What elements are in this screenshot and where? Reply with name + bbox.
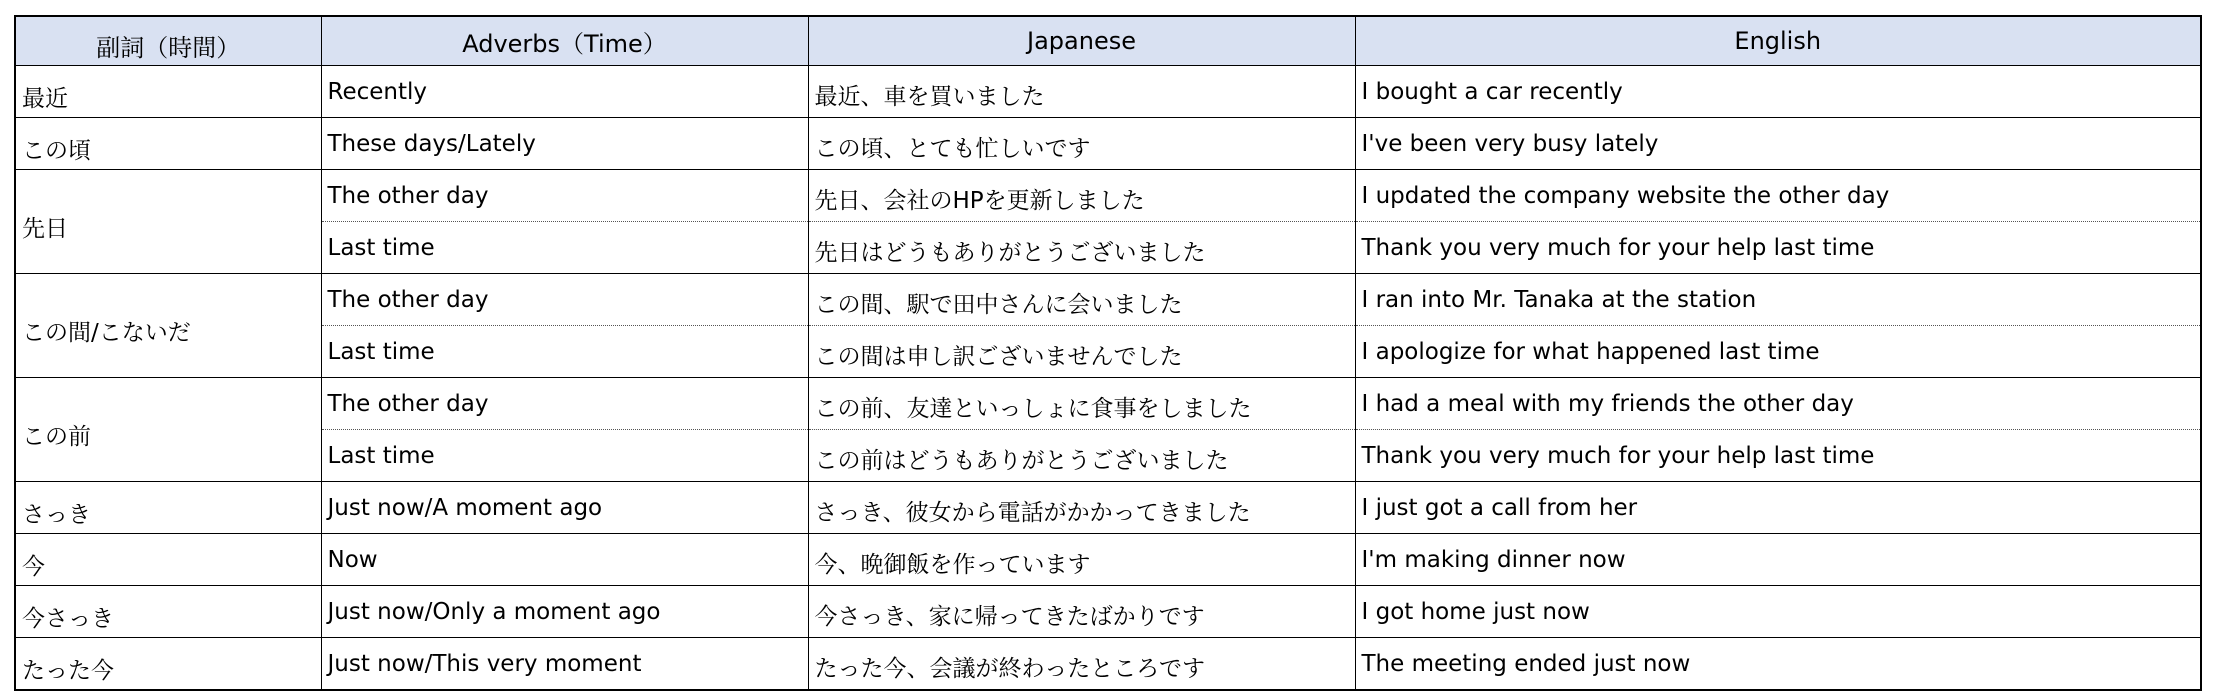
- japanese-cell: この間は申し訳ございませんでした: [808, 326, 1355, 378]
- table-row: [15, 638, 2201, 691]
- adverb-cell: The other day: [321, 274, 808, 326]
- adverb-cell: Now: [321, 534, 808, 586]
- adverbs-table: [14, 15, 2202, 691]
- table-row: [15, 170, 2201, 222]
- english-cell: I had a meal with my friends the other day: [1355, 378, 2201, 430]
- japanese-cell: 先日はどうもありがとうございました: [808, 222, 1355, 274]
- japanese-cell: 最近、車を買いました: [808, 66, 1355, 118]
- japanese-cell: たった今、会議が終わったところです: [808, 638, 1355, 691]
- adverb-cell: Just now/A moment ago: [321, 482, 808, 534]
- english-cell: I ran into Mr. Tanaka at the station: [1355, 274, 2201, 326]
- adverb-cell: Last time: [321, 326, 808, 378]
- japanese-cell: さっき、彼女から電話がかかってきました: [808, 482, 1355, 534]
- english-cell: I got home just now: [1355, 586, 2201, 638]
- english-cell: Thank you very much for your help last time: [1355, 222, 2201, 274]
- table-row: [15, 430, 2201, 482]
- english-cell: I bought a car recently: [1355, 66, 2201, 118]
- japanese-cell: この前、友達といっしょに食事をしました: [808, 378, 1355, 430]
- term-cell: この前: [15, 378, 321, 482]
- japanese-cell: この頃、とても忙しいです: [808, 118, 1355, 170]
- japanese-cell: この間、駅で田中さんに会いました: [808, 274, 1355, 326]
- term-cell: 最近: [15, 66, 321, 118]
- term-cell: 今: [15, 534, 321, 586]
- table-row: [15, 326, 2201, 378]
- japanese-cell: 今さっき、家に帰ってきたばかりです: [808, 586, 1355, 638]
- header-adverbs: Adverbs（Time）: [321, 16, 808, 66]
- adverb-cell: Last time: [321, 430, 808, 482]
- english-cell: I apologize for what happened last time: [1355, 326, 2201, 378]
- table-row: [15, 274, 2201, 326]
- adverb-cell: The other day: [321, 170, 808, 222]
- adverb-cell: These days/Lately: [321, 118, 808, 170]
- table-row: [15, 482, 2201, 534]
- adverb-cell: Recently: [321, 66, 808, 118]
- term-cell: 先日: [15, 170, 321, 274]
- table-row: [15, 534, 2201, 586]
- term-cell: 今さっき: [15, 586, 321, 638]
- adverb-cell: The other day: [321, 378, 808, 430]
- table-row: [15, 586, 2201, 638]
- header-term: 副詞（時間）: [15, 16, 321, 66]
- adverb-cell: Last time: [321, 222, 808, 274]
- adverb-cell: Just now/This very moment: [321, 638, 808, 691]
- japanese-cell: 先日、会社のHPを更新しました: [808, 170, 1355, 222]
- term-cell: この間/こないだ: [15, 274, 321, 378]
- header-row: [15, 16, 2201, 66]
- english-cell: I'm making dinner now: [1355, 534, 2201, 586]
- header-japanese: Japanese: [808, 16, 1355, 66]
- header-english: English: [1355, 16, 2201, 66]
- japanese-cell: 今、晩御飯を作っています: [808, 534, 1355, 586]
- english-cell: I updated the company website the other day: [1355, 170, 2201, 222]
- table-row: [15, 118, 2201, 170]
- english-cell: The meeting ended just now: [1355, 638, 2201, 691]
- english-cell: I just got a call from her: [1355, 482, 2201, 534]
- table-row: [15, 66, 2201, 118]
- english-cell: I've been very busy lately: [1355, 118, 2201, 170]
- term-cell: この頃: [15, 118, 321, 170]
- term-cell: さっき: [15, 482, 321, 534]
- english-cell: Thank you very much for your help last time: [1355, 430, 2201, 482]
- term-cell: たった今: [15, 638, 321, 691]
- adverbs-table-sheet: [14, 15, 2200, 691]
- table-row: [15, 378, 2201, 430]
- japanese-cell: この前はどうもありがとうございました: [808, 430, 1355, 482]
- table-row: [15, 222, 2201, 274]
- adverb-cell: Just now/Only a moment ago: [321, 586, 808, 638]
